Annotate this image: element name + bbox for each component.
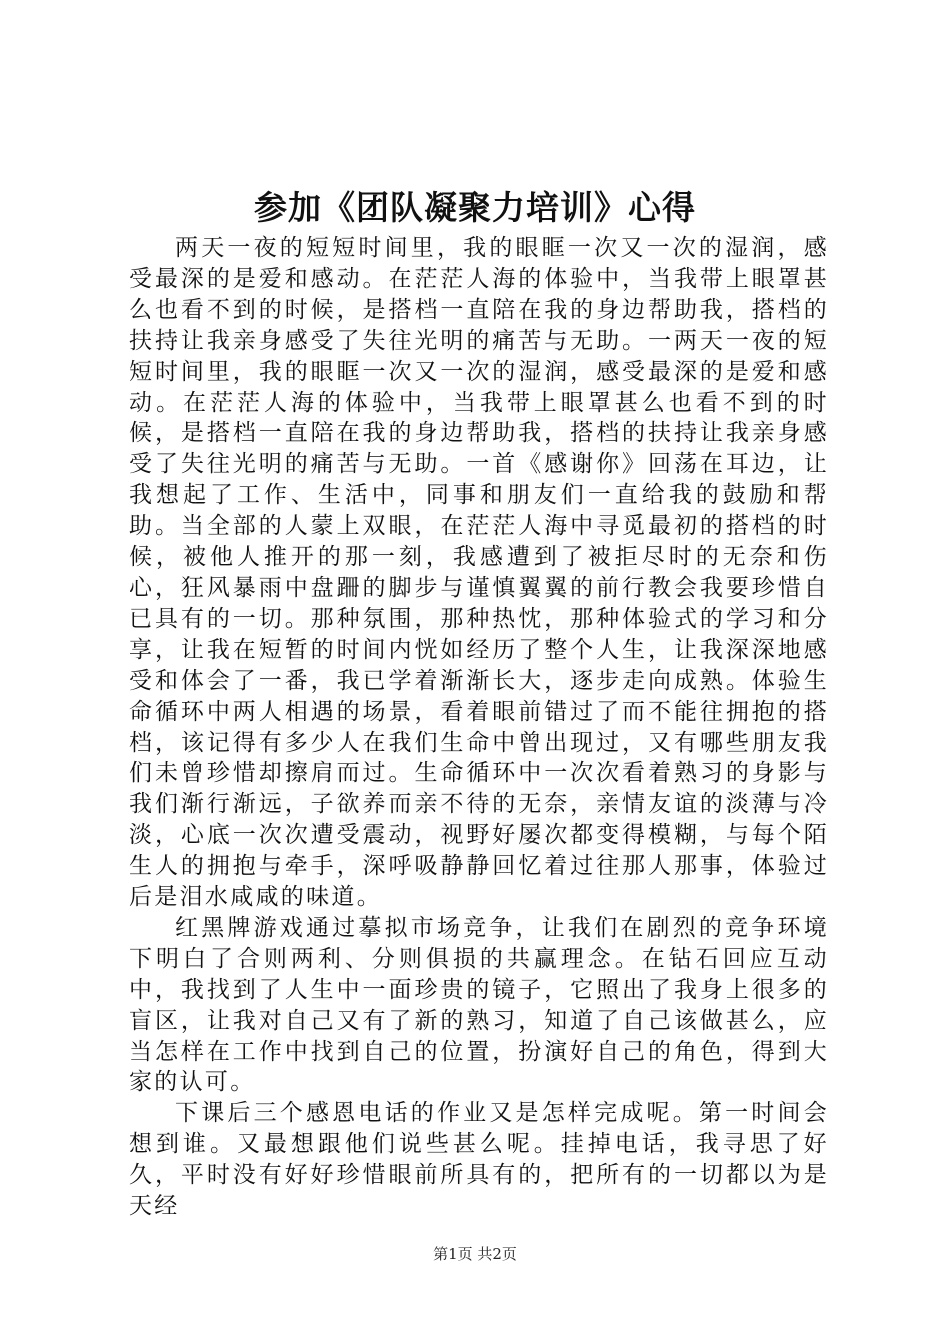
paragraph-3: 下课后三个感恩电话的作业又是怎样完成呢。第一时间会想到谁。又最想跟他们说些甚么呢。挂掉电话，我寻思了好久，平时没有好好珍惜眼前所具有的，把所有的一切都以为是天经 [129, 1100, 829, 1220]
paragraph-2: 红黑牌游戏通过摹拟市场竞争，让我们在剧烈的竞争环境下明白了合则两利、分则俱损的共赢理念。在钻石回应互动中，我找到了人生中一面珍贵的镜子，它照出了我身上很多的盲区，让我对自己又有了新的熟习，知道了自己该做甚么，应当怎样在工作中找到自己的位置，扮演好自己的角色，得到大家的认可。 [129, 914, 829, 1096]
page-number-footer: 第1页 共2页 [433, 1245, 517, 1263]
paragraph-1: 两天一夜的短短时间里，我的眼眶一次又一次的湿润，感受最深的是爱和感动。在茫茫人海的体验中，当我带上眼罩甚么也看不到的时候，是搭档一直陪在我的身边帮助我，搭档的扶持让我亲身感受了失往光明的痛苦与无助。一两天一夜的短短时间里，我的眼眶一次又一次的湿润，感受最深的是爱和感动。在茫茫人海的体验中，当我带上眼罩甚么也看不到的时候，是搭档一直陪在我的身边帮助我，搭档的扶持让我亲身感受了失往光明的痛苦与无助。一首《感谢你》回荡在耳边，让我想起了工作、生活中，同事和朋友们一直给我的鼓励和帮助。当全部的人蒙上双眼，在茫茫人海中寻觅最初的搭档的时候，被他人推开的那一刻，我感遭到了被拒尽时的无奈和伤心，狂风暴雨中盘跚的脚步与谨慎翼翼的前行教会我要珍惜自已具有的一切。那种氛围，那种热忱，那种体验式的学习和分享，让我在短暂的时间内恍如经历了整个人生，让我深深地感受和体会了一番，我已学着渐渐长大，逐步走向成熟。体验生命循环中两人相遇的场景，看着眼前错过了而不能往拥抱的搭档，该记得有多少人在我们生命中曾出现过，又有哪些朋友我们未曾珍惜却擦肩而过。生命循环中一次次看着熟习的身影与我们渐行渐远，子欲养而亲不待的无奈，亲情友谊的淡薄与冷淡，心底一次次遭受震动，视野好屡次都变得模糊，与每个陌生人的拥抱与牵手，深呼吸静静回忆着过往那人那事，体验过后是泪水咸咸的味道。 [129, 235, 829, 911]
document-body [129, 233, 829, 1222]
document-title: 参加《团队凝聚力培训》心得 [254, 188, 696, 227]
